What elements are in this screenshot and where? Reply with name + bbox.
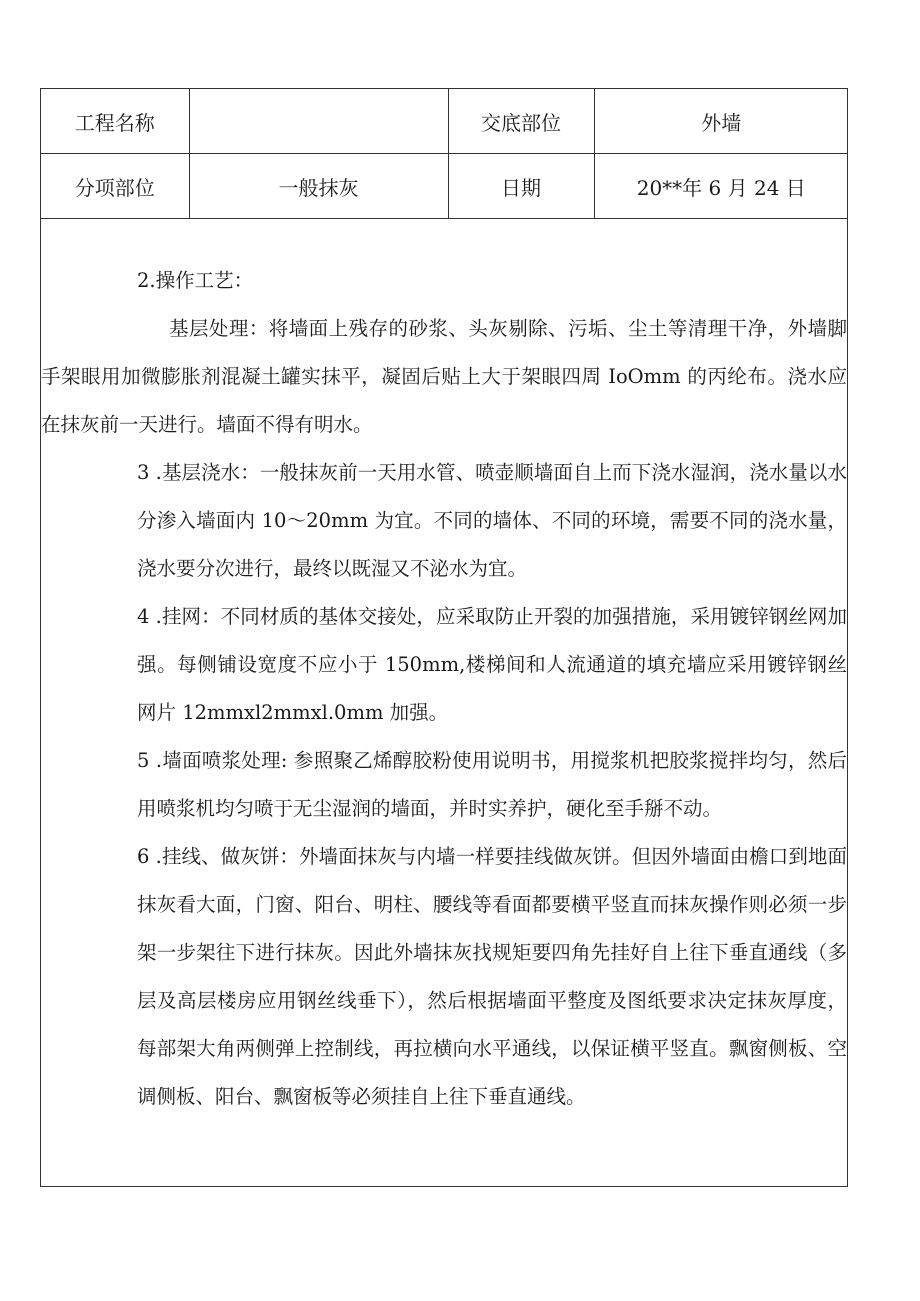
paragraph-spraying: 5 .墙面喷浆处理: 参照聚乙烯醇胶粉使用说明书，用搅浆机把胶浆搅拌均匀，然后用喷浆机均匀喷于无尘湿润的墙面，并时实养护，硬化至手掰不动。 (137, 749, 847, 820)
content-body (41, 219, 847, 1121)
section-title: 2.操作工艺： (137, 269, 254, 292)
sub-item-value: 一般抹灰 (189, 154, 448, 219)
date-value: 20**年 6 月 24 日 (594, 154, 848, 219)
sub-item-label: 分项部位 (41, 154, 189, 219)
paragraph-plumb-lines: 6 .挂线、做灰饼：外墙面抹灰与内墙一样要挂线做灰饼。但因外墙面由檐口到地面抹灰看大面，门窗、阳台、明柱、腰线等看面都要横平竖直而抹灰操作则必须一步架一步架往下进行抹灰。因此外墙抹灰找规矩要四角先挂好自上往下垂直通线（多层及高层楼房应用钢丝线垂下），然后根据墙面平整度及图纸要求决定抹灰厚度，每部架大角两侧弹上控制线，再拉横向水平通线，以保证横平竖直。飘窗侧板、空调侧板、阳台、飘窗板等必须挂自上往下垂直通线。 (137, 845, 847, 1108)
project-name-label: 工程名称 (41, 89, 189, 154)
disclosure-part-label: 交底部位 (448, 89, 594, 154)
disclosure-part-value: 外墙 (594, 89, 848, 154)
disclosure-form (40, 88, 848, 1187)
paragraph-watering: 3 .基层浇水：一般抹灰前一天用水管、喷壶顺墙面自上而下浇水湿润，浇水量以水分渗入墙面内 10～20mm 为宜。不同的墙体、不同的环境，需要不同的浇水量，浇水要分次进行，最终以既湿又不泌水为宜。 (137, 461, 847, 580)
header-row-2 (41, 154, 848, 219)
paragraph-base-treatment: 基层处理：将墙面上残存的砂浆、头灰剔除、污垢、尘土等清理干净，外墙脚手架眼用加微膨胀剂混凝土罐实抹平，凝固后贴上大于架眼四周 IoOmm 的丙纶布。浇水应在抹灰前一天进行。墙面不得有明水。 (41, 317, 847, 436)
date-label: 日期 (448, 154, 594, 219)
paragraph-mesh: 4 .挂网：不同材质的基体交接处，应采取防止开裂的加强措施，采用镀锌钢丝网加强。每侧铺设宽度不应小于 150mm,楼梯间和人流通道的填充墙应采用镀锌钢丝网片 12mmxl2mmxl.0mm 加强。 (137, 605, 847, 724)
header-table (41, 89, 848, 219)
header-row-1 (41, 89, 848, 154)
project-name-value (189, 89, 448, 154)
